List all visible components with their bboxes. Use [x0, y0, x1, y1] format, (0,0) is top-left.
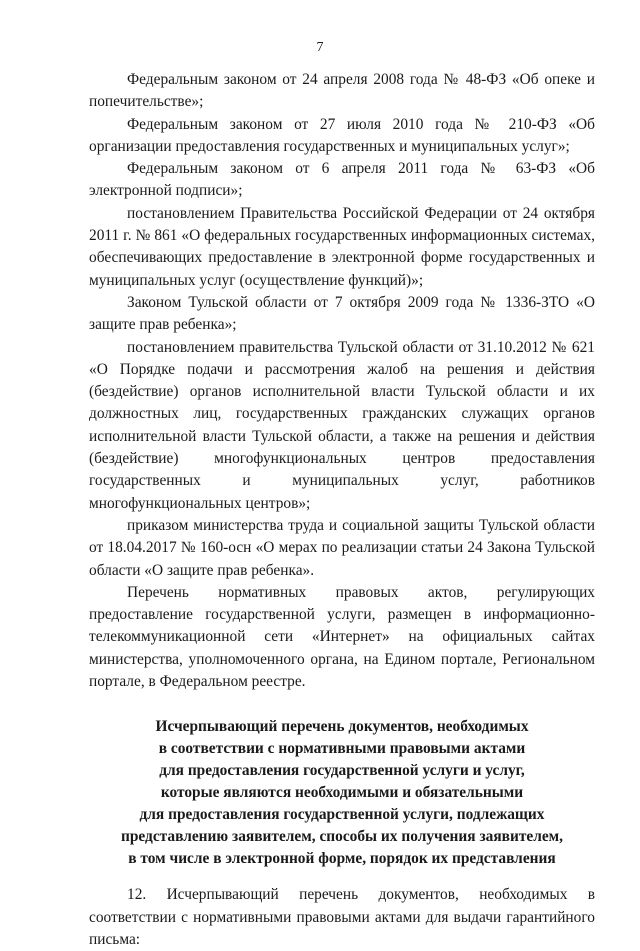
heading-line: в соответствии с нормативными правовыми актами [158, 740, 526, 758]
heading-line: которые являются необходимыми и обязательными [160, 784, 524, 802]
section-heading [89, 716, 595, 870]
body-paragraph: постановлением Правительства Российской Федерации от 24 октября 2011 г. № 861 «О федеральных государственных информационных системах, обеспечивающих предоставление в электронной форме государственных и муниципальных услуг (осуществление функций)»; [89, 204, 595, 289]
body-paragraph: Перечень нормативных правовых актов, регулирующих предоставление государственной услуги, размещен в информационно-телекоммуникационной сети «Интернет» на официальных сайтах министерства, уполномоченного органа, на Едином портале, Региональном портале, в Федеральном реестре. [89, 583, 595, 691]
heading-line: представлению заявителем, способы их получения заявителем, [120, 828, 564, 846]
body-paragraph: постановлением правительства Тульской области от 31.10.2012 № 621 «О Порядке подачи и рассмотрения жалоб на решения и действия (бездействие) органов исполнительной власти Тульской области и их должностных лиц, государственных гражданских служащих органов исполнительной власти Тульской области, а также на решения и действия (бездействие) многофункциональных центров предоставления государственных и муниципальных услуг, работников многофункциональных центров»; [89, 338, 595, 512]
heading-line: для предоставления государственной услуги и услуг, [159, 762, 525, 780]
body-paragraph: Федеральным законом от 27 июля 2010 года № 210-ФЗ «Об организации предоставления государственных и муниципальных услуг»; [89, 115, 595, 155]
heading-line: Исчерпывающий перечень документов, необходимых [155, 718, 529, 736]
heading-line: для предоставления государственной услуги, подлежащих [139, 806, 545, 824]
item-12-paragraph: 12. Исчерпывающий перечень документов, необходимых в соответствии с нормативными правовыми актами для выдачи гарантийного письма: [89, 886, 595, 948]
body-paragraph: Законом Тульской области от 7 октября 2009 года № 1336-ЗТО «О защите прав ребенка»; [89, 293, 595, 334]
document-body [89, 69, 595, 951]
heading-line: в том числе в электронной форме, порядок их представления [128, 850, 556, 868]
page-number: 7 [316, 40, 324, 55]
body-paragraph: Федеральным законом от 6 апреля 2011 года № 63-ФЗ «Об электронной подписи»; [89, 160, 595, 200]
body-paragraph: Федеральным законом от 24 апреля 2008 года № 48-ФЗ «Об опеке и попечительстве»; [89, 71, 595, 111]
body-paragraph: приказом министерства труда и социальной защиты Тульской области от 18.04.2017 № 160-осн «О мерах по реализации статьи 24 Закона Тульской области «О защите прав ребенка». [89, 516, 595, 579]
